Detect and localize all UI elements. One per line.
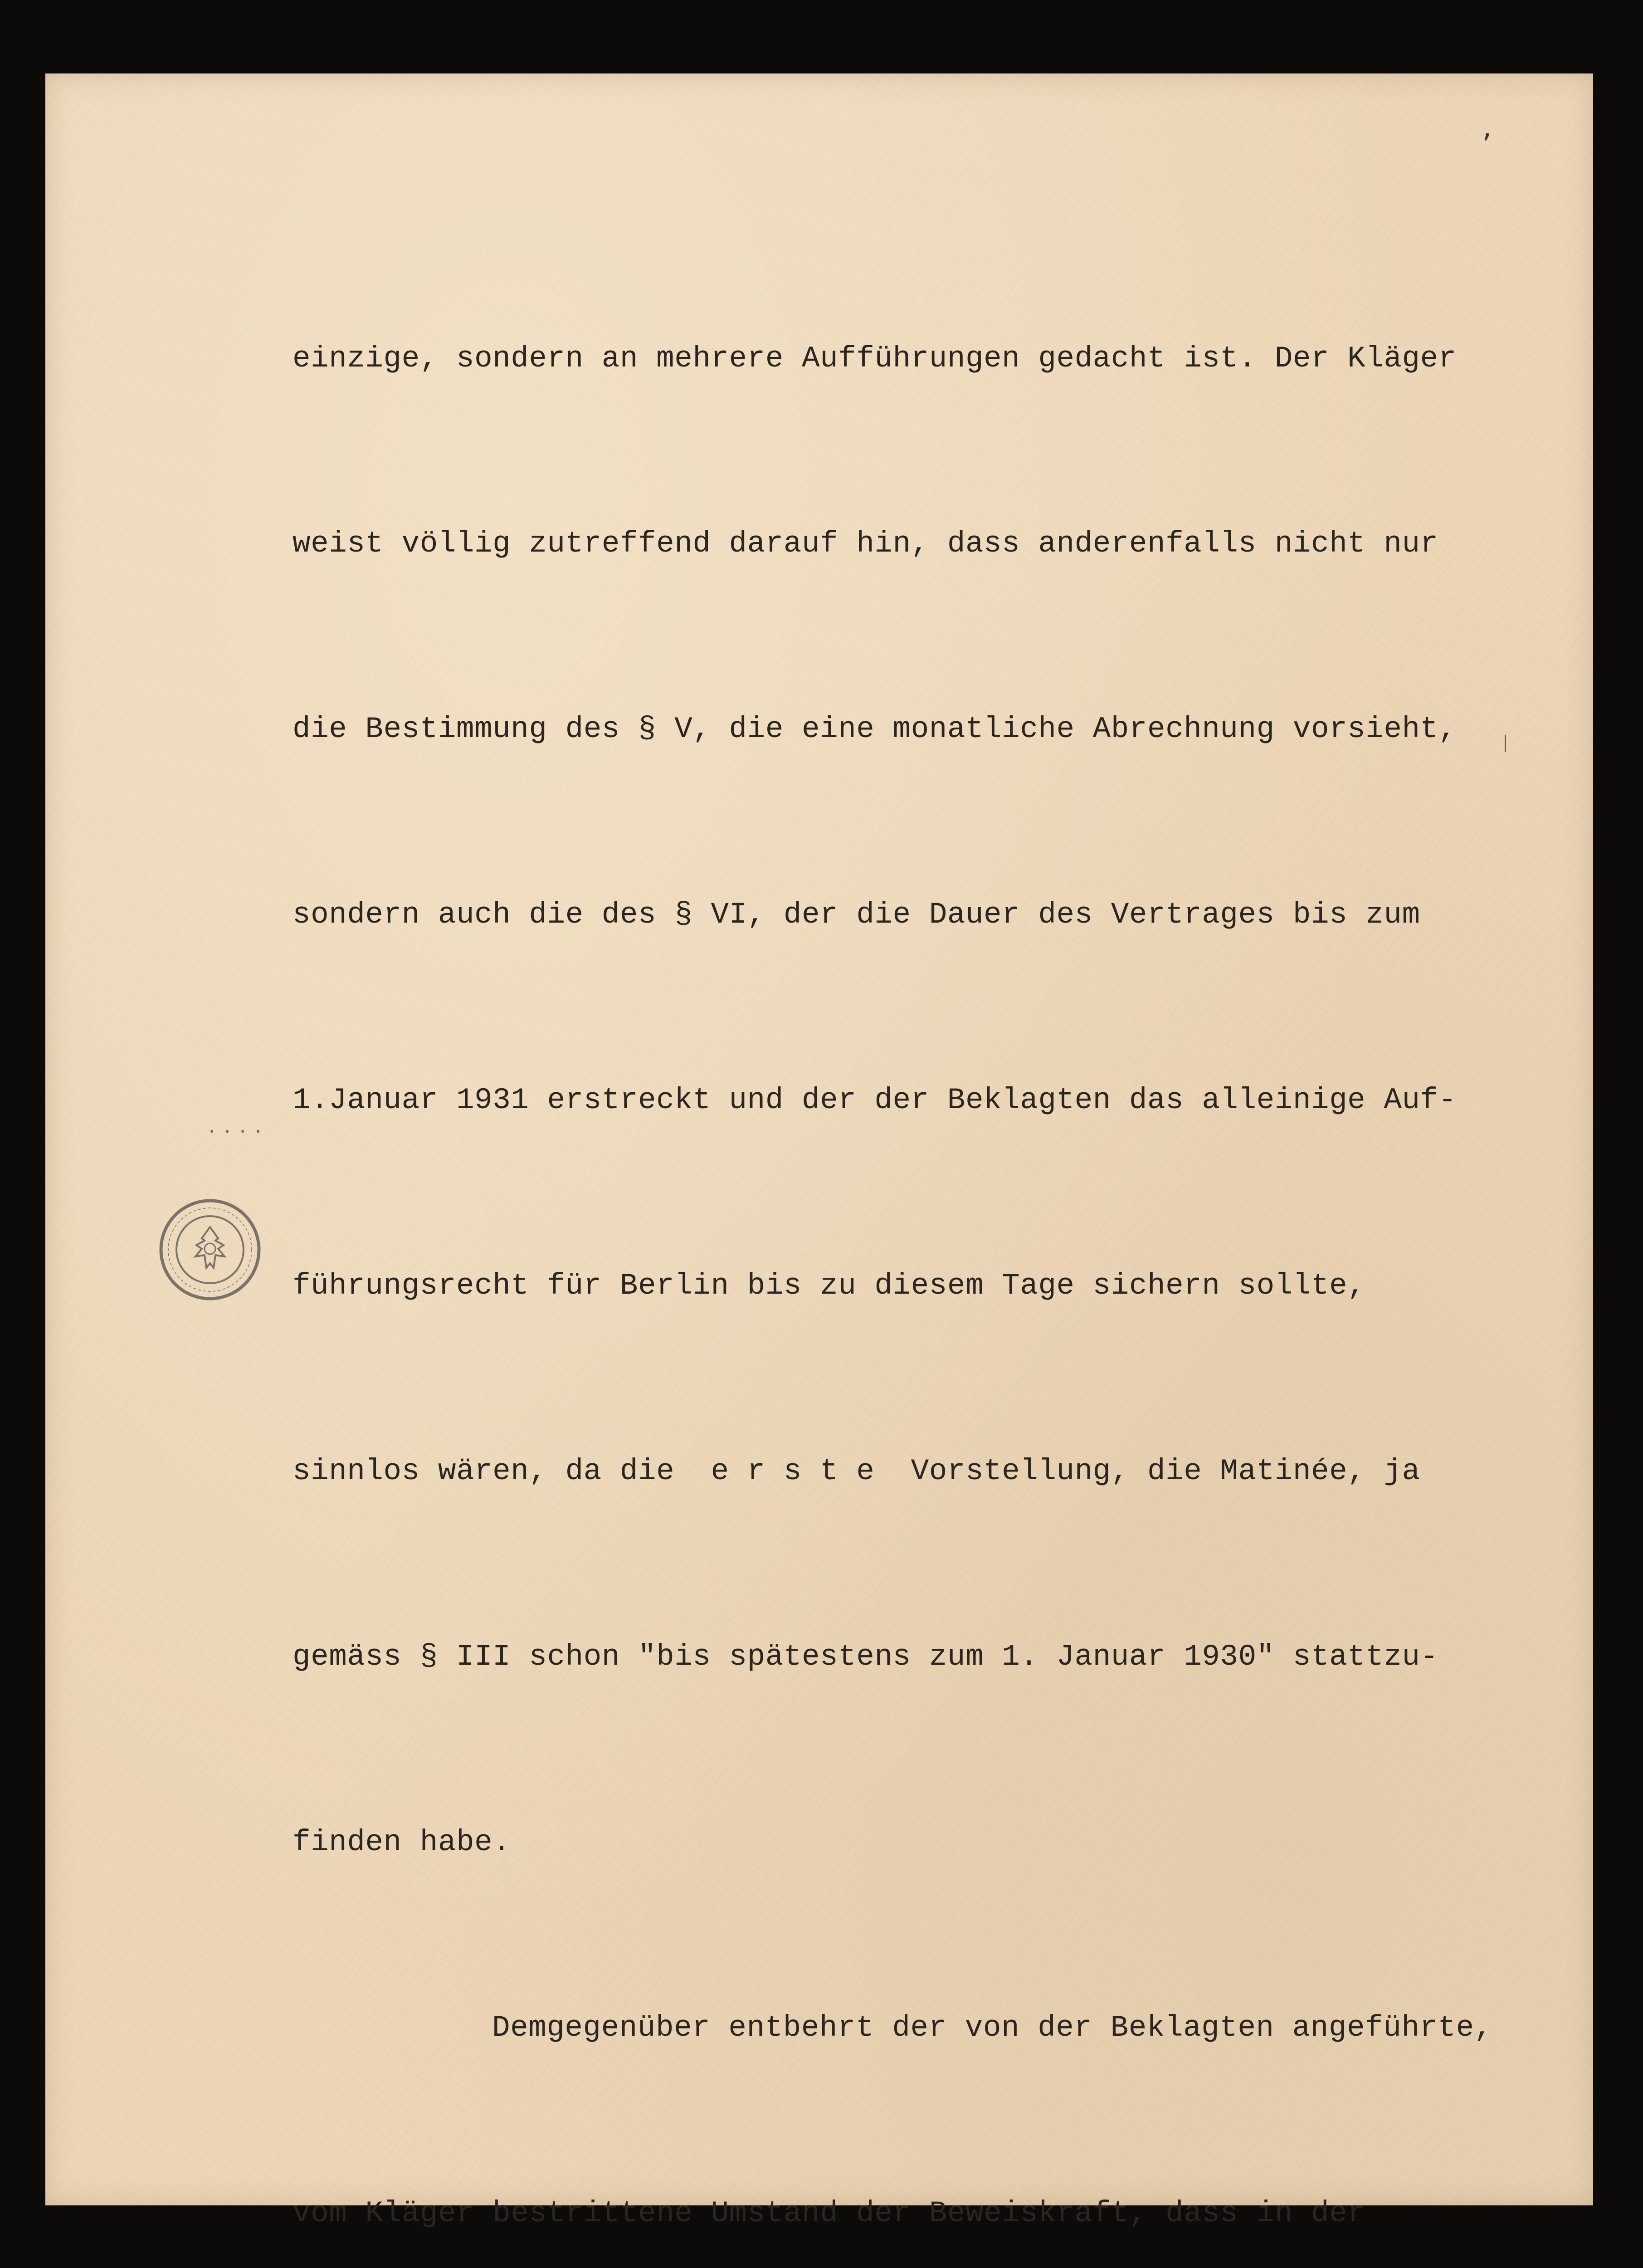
margin-dots: ···· bbox=[206, 1121, 268, 1142]
text-line: finden habe. bbox=[293, 1825, 511, 1859]
text-line: die Bestimmung des § V, die eine monatliche Abrechnung vorsieht, bbox=[293, 712, 1457, 747]
text-line: sinnlos wären, da die e r s t e Vorstellung, die Matinée, ja bbox=[293, 1454, 1420, 1488]
corner-mark: , bbox=[1480, 114, 1495, 143]
text-line: führungsrecht für Berlin bis zu diesem Tage sichern sollte, bbox=[293, 1269, 1366, 1303]
text-line: vom Kläger bestrittene Umstand der Beweiskraft, dass in der bbox=[293, 2196, 1366, 2230]
document-page bbox=[45, 73, 1593, 2230]
typed-text-body bbox=[293, 204, 1544, 2268]
text-line: sondern auch die des § VI, der die Dauer des Vertrages bis zum bbox=[293, 898, 1420, 932]
archive-seal-icon bbox=[156, 1195, 264, 1304]
text-line: 1.Januar 1931 erstreckt und der der Beklagten das alleinige Auf- bbox=[293, 1083, 1457, 1118]
paragraph-start-line: Demgegenüber entbehrt der von der Beklagten angeführte, bbox=[492, 2010, 1492, 2045]
text-line: einzige, sondern an mehrere Aufführungen gedacht ist. Der Kläger bbox=[293, 341, 1457, 376]
text-line: weist völlig zutreffend darauf hin, dass anderenfalls nicht nur bbox=[293, 527, 1438, 561]
text-line: gemäss § III schon "bis spätestens zum 1. Januar 1930" stattzu- bbox=[293, 1639, 1438, 1674]
